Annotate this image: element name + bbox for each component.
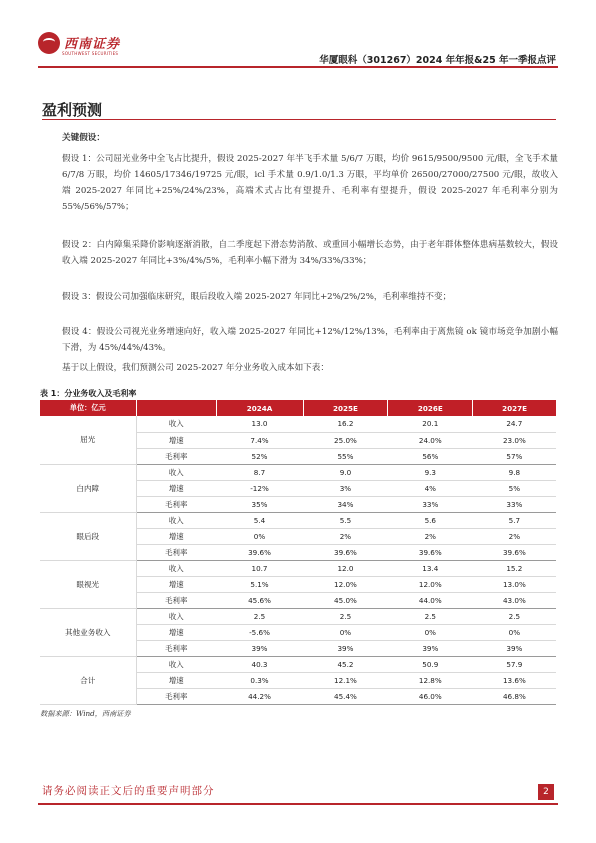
table-row	[40, 656, 556, 672]
metric-name-cell: 毛利率	[136, 448, 216, 464]
segment-name-cell: 合计	[40, 656, 136, 704]
value-cell: 5.7	[473, 512, 556, 528]
header-divider	[38, 66, 558, 68]
value-cell: 5.6	[388, 512, 473, 528]
table-row	[40, 512, 556, 528]
value-cell: 44.2%	[216, 688, 303, 704]
value-cell: 16.2	[303, 416, 388, 432]
value-cell: 39%	[473, 640, 556, 656]
value-cell: 23.0%	[473, 432, 556, 448]
value-cell: 45.0%	[303, 592, 388, 608]
metric-name-cell: 收入	[136, 608, 216, 624]
value-cell: 9.0	[303, 464, 388, 480]
value-cell: 57.9	[473, 656, 556, 672]
table-header-cell	[136, 400, 216, 416]
value-cell: 2%	[303, 528, 388, 544]
segment-name-cell: 眼后段	[40, 512, 136, 560]
table-header-cell: 2027E	[473, 400, 556, 416]
value-cell: 13.0%	[473, 576, 556, 592]
segment-name-cell: 眼视光	[40, 560, 136, 608]
value-cell: 0%	[388, 624, 473, 640]
value-cell: 0%	[303, 624, 388, 640]
metric-name-cell: 收入	[136, 416, 216, 432]
table-header-cell: 2026E	[388, 400, 473, 416]
metric-name-cell: 增速	[136, 576, 216, 592]
value-cell: 45.6%	[216, 592, 303, 608]
segment-name-cell: 其他业务收入	[40, 608, 136, 656]
value-cell: 2.5	[473, 608, 556, 624]
value-cell: 13.0	[216, 416, 303, 432]
value-cell: 0%	[473, 624, 556, 640]
value-cell: 12.8%	[388, 672, 473, 688]
section-title: 盈利预测	[42, 101, 103, 119]
value-cell: -12%	[216, 480, 303, 496]
metric-name-cell: 增速	[136, 480, 216, 496]
value-cell: 4%	[388, 480, 473, 496]
metric-name-cell: 毛利率	[136, 592, 216, 608]
value-cell: 46.0%	[388, 688, 473, 704]
metric-name-cell: 收入	[136, 512, 216, 528]
metric-name-cell: 增速	[136, 624, 216, 640]
footer-divider	[38, 803, 558, 805]
value-cell: 7.4%	[216, 432, 303, 448]
value-cell: 46.8%	[473, 688, 556, 704]
value-cell: 20.1	[388, 416, 473, 432]
value-cell: 15.2	[473, 560, 556, 576]
value-cell: 39.6%	[303, 544, 388, 560]
value-cell: 5.5	[303, 512, 388, 528]
metric-name-cell: 毛利率	[136, 496, 216, 512]
metric-name-cell: 增速	[136, 432, 216, 448]
document-title: 华厦眼科（301267）2024 年年报&25 年一季报点评	[319, 55, 556, 66]
value-cell: 0%	[216, 528, 303, 544]
table-row	[40, 608, 556, 624]
value-cell: 24.0%	[388, 432, 473, 448]
value-cell: 52%	[216, 448, 303, 464]
value-cell: 45.4%	[303, 688, 388, 704]
assumption-paragraph-4: 假设 4：假设公司视光业务增速向好，收入端 2025-2027 年同比+12%/12%/13%，毛利率由于离焦镜 ok 镜市场竞争加剧小幅下滑，为 45%/44%/43%。	[62, 327, 558, 353]
value-cell: 34%	[303, 496, 388, 512]
value-cell: -5.6%	[216, 624, 303, 640]
value-cell: 2%	[473, 528, 556, 544]
value-cell: 12.0%	[303, 576, 388, 592]
assumption-paragraph-1: 假设 1：公司屈光业务中全飞占比提升，假设 2025-2027 年半飞手术量 5/6/7 万眼，均价 9615/9500/9500 元/眼，全飞手术量 6/7/8 万眼，均价 14605/17346/19725 元/眼，icl 手术量 0.9/1.0/1.3 万眼，平均单价 26500/27000/27500 元/眼，故收入端 2025-2027 年同比+25%/24%/23%，高端术式占比有望提升、毛利率有望提升，假设 2025-2027 年毛利率分别为 55%/56%/57%；	[62, 154, 558, 212]
value-cell: 13.4	[388, 560, 473, 576]
table-header-cell: 单位：亿元	[40, 400, 136, 416]
key-assumptions-label: 关键假设：	[62, 133, 105, 143]
assumption-paragraph-3: 假设 3：假设公司加强临床研究，眼后段收入端 2025-2027 年同比+2%/2%/2%，毛利率维持不变；	[62, 292, 452, 302]
logo-emblem-icon	[38, 32, 60, 54]
value-cell: 10.7	[216, 560, 303, 576]
value-cell: 39%	[303, 640, 388, 656]
metric-name-cell: 毛利率	[136, 688, 216, 704]
value-cell: 39.6%	[473, 544, 556, 560]
metric-name-cell: 毛利率	[136, 640, 216, 656]
value-cell: 44.0%	[388, 592, 473, 608]
table-header-cell: 2025E	[303, 400, 388, 416]
metric-name-cell: 收入	[136, 656, 216, 672]
value-cell: 35%	[216, 496, 303, 512]
value-cell: 12.1%	[303, 672, 388, 688]
value-cell: 39%	[388, 640, 473, 656]
section-divider	[42, 119, 556, 120]
summary-paragraph: 基于以上假设，我们预测公司 2025-2027 年分业务收入成本如下表：	[62, 363, 329, 373]
metric-name-cell: 增速	[136, 528, 216, 544]
table-row	[40, 560, 556, 576]
table-body	[40, 416, 556, 704]
table-header-row	[40, 400, 556, 416]
data-source-note: 数据来源：Wind，西南证券	[40, 709, 131, 718]
value-cell: 39%	[216, 640, 303, 656]
value-cell: 43.0%	[473, 592, 556, 608]
table-row	[40, 416, 556, 432]
value-cell: 2.5	[216, 608, 303, 624]
value-cell: 39.6%	[216, 544, 303, 560]
footer-disclaimer: 请务必阅读正文后的重要声明部分	[42, 785, 215, 797]
segment-name-cell: 白内障	[40, 464, 136, 512]
metric-name-cell: 毛利率	[136, 544, 216, 560]
value-cell: 5%	[473, 480, 556, 496]
value-cell: 8.7	[216, 464, 303, 480]
table-row	[40, 464, 556, 480]
value-cell: 33%	[388, 496, 473, 512]
metric-name-cell: 增速	[136, 672, 216, 688]
value-cell: 12.0%	[388, 576, 473, 592]
value-cell: 55%	[303, 448, 388, 464]
value-cell: 13.6%	[473, 672, 556, 688]
value-cell: 24.7	[473, 416, 556, 432]
segment-revenue-table	[40, 400, 556, 705]
value-cell: 0.3%	[216, 672, 303, 688]
value-cell: 57%	[473, 448, 556, 464]
value-cell: 45.2	[303, 656, 388, 672]
value-cell: 2.5	[303, 608, 388, 624]
value-cell: 33%	[473, 496, 556, 512]
metric-name-cell: 收入	[136, 560, 216, 576]
page-number: 2	[538, 784, 554, 800]
value-cell: 2%	[388, 528, 473, 544]
page-header	[0, 0, 596, 64]
value-cell: 12.0	[303, 560, 388, 576]
logo-text: 西南证券	[64, 37, 121, 52]
value-cell: 56%	[388, 448, 473, 464]
logo-subtitle: SOUTHWEST SECURITIES	[62, 51, 119, 56]
table-header-cell: 2024A	[216, 400, 303, 416]
value-cell: 3%	[303, 480, 388, 496]
value-cell: 40.3	[216, 656, 303, 672]
value-cell: 9.8	[473, 464, 556, 480]
table-caption: 表 1：分业务收入及毛利率	[40, 389, 137, 398]
assumption-paragraph-2: 假设 2：白内障集采降价影响逐渐消散，自二季度起下滑态势消散、或重回小幅增长态势，由于老年群体整体患病基数较大，假设收入端 2025-2027 年同比+3%/4%/5%，毛利率小幅下滑为 34%/33%/33%；	[62, 240, 558, 266]
value-cell: 50.9	[388, 656, 473, 672]
value-cell: 39.6%	[388, 544, 473, 560]
metric-name-cell: 收入	[136, 464, 216, 480]
segment-name-cell: 屈光	[40, 416, 136, 464]
value-cell: 5.4	[216, 512, 303, 528]
value-cell: 2.5	[388, 608, 473, 624]
company-logo	[38, 32, 148, 62]
value-cell: 25.0%	[303, 432, 388, 448]
value-cell: 9.3	[388, 464, 473, 480]
value-cell: 5.1%	[216, 576, 303, 592]
